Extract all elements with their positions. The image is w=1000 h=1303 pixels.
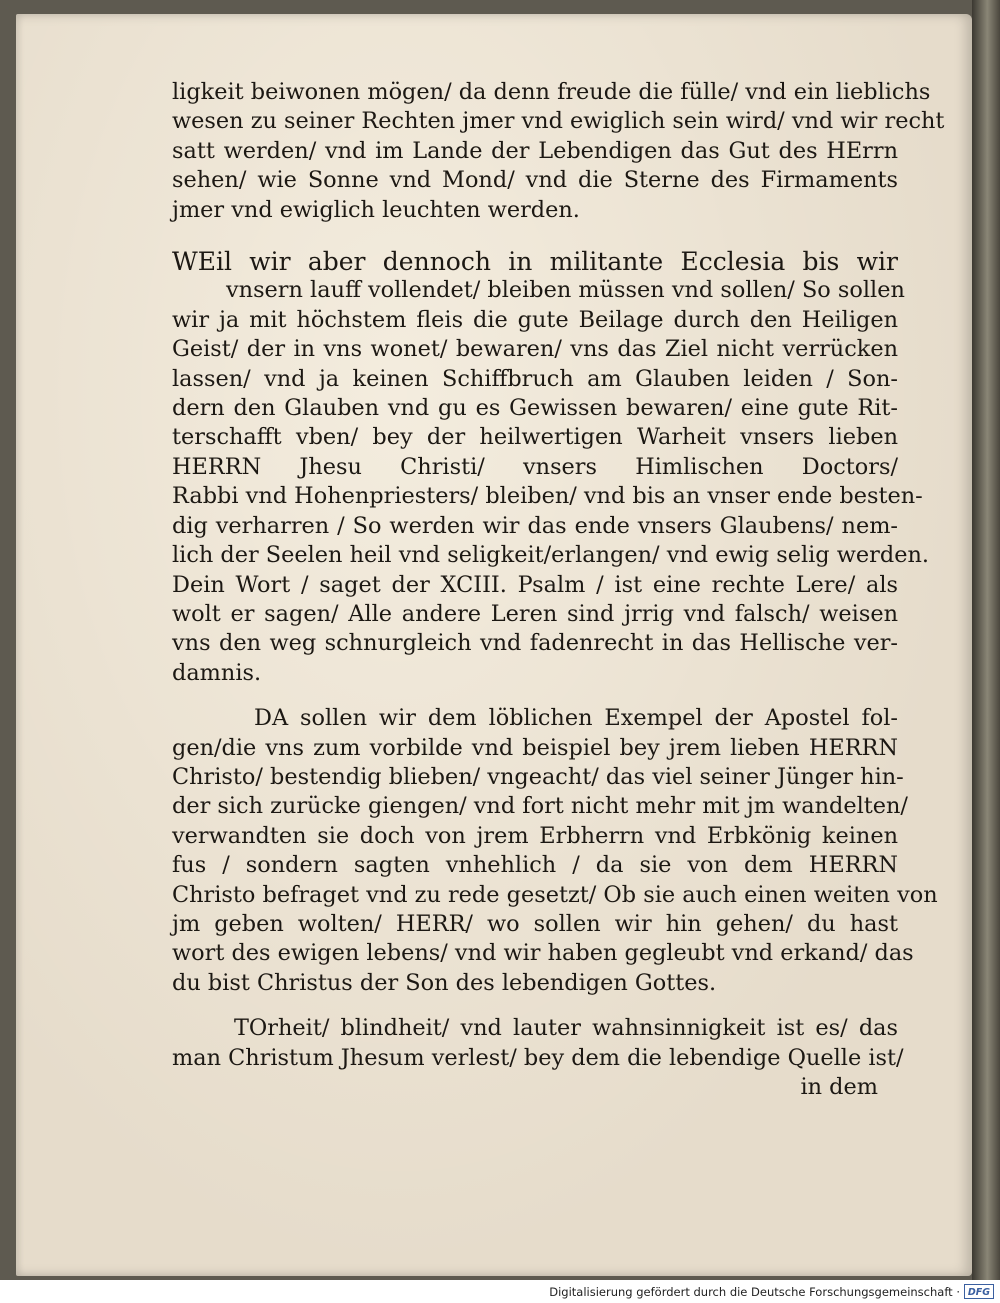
- page-text-block: [172, 78, 945, 1102]
- text-line: vns den weg schnurgleich vnd fadenrecht in das Hellische ver-: [172, 630, 898, 657]
- text-line: wort des ewigen lebens/ vnd wir haben gegleubt vnd erkand/ das: [172, 940, 914, 967]
- text-line: man Christum Jhesum verlest/ bey dem die lebendige Quelle ist/: [172, 1044, 904, 1071]
- text-line: jm geben wolten/ HERR/ wo sollen wir hin gehen/ du hast: [172, 910, 898, 937]
- book-binding-edge: [972, 0, 1000, 1290]
- text-line: wir ja mit höchstem fleis die gute Beilage durch den Heiligen: [172, 306, 898, 333]
- text-line: WEil wir aber dennoch in militante Ecclesia bis wir: [172, 247, 898, 277]
- paragraph-2: [172, 247, 929, 688]
- dfg-logo: DFG: [964, 1284, 994, 1299]
- text-line: verwandten sie doch von jrem Erbherrn vnd Erbkönig keinen: [172, 822, 898, 849]
- paragraph-3: [172, 704, 938, 998]
- text-line: satt werden/ vnd im Lande der Lebendigen das Gut des HErrn: [172, 137, 898, 164]
- text-line: wolt er sagen/ Alle andere Leren sind jrrig vnd falsch/ weisen: [172, 600, 898, 627]
- text-line: ligkeit beiwonen mögen/ da denn freude die fülle/ vnd ein lieblichs: [172, 79, 931, 105]
- text-line: der sich zurücke giengen/ vnd fort nicht mehr mit jm wandelten/: [172, 793, 908, 820]
- text-line: dern den Glauben vnd gu es Gewissen bewaren/ eine gute Rit-: [172, 395, 898, 422]
- paragraph-4: [172, 1014, 904, 1102]
- text-line: damnis.: [172, 659, 262, 686]
- text-line: jmer vnd ewiglich leuchten werden.: [172, 196, 580, 223]
- digitization-footer: [0, 1280, 1000, 1303]
- text-line: wesen zu seiner Rechten jmer vnd ewiglich sein wird/ vnd wir recht: [172, 108, 945, 135]
- text-line: Dein Wort / saget der XCIII. Psalm / ist eine rechte Lere/ als: [172, 571, 898, 598]
- text-line: Christo befraget vnd zu rede gesetzt/ Ob sie auch einen weiten von: [172, 881, 938, 908]
- funding-credit: Digitalisierung gefördert durch die Deutsche Forschungsgemeinschaft ·: [549, 1285, 960, 1299]
- catchword: in dem: [800, 1074, 878, 1100]
- text-line: TOrheit/ blindheit/ vnd lauter wahnsinnigkeit ist es/ das: [234, 1015, 898, 1042]
- text-line: DA sollen wir dem löblichen Exempel der Apostel fol-: [254, 705, 898, 732]
- text-line: sehen/ wie Sonne vnd Mond/ vnd die Sterne des Firmaments: [172, 167, 898, 194]
- text-line: Rabbi vnd Hohenpriesters/ bleiben/ vnd bis an vnser ende besten-: [172, 483, 923, 510]
- text-line: Geist/ der in vns wonet/ bewaren/ vns das Ziel nicht verrücken: [172, 336, 898, 363]
- text-line: Christo/ bestendig blieben/ vngeacht/ das viel seiner Jünger hin-: [172, 763, 904, 790]
- text-line: dig verharren / So werden wir das ende vnsers Glaubens/ nem-: [172, 512, 898, 539]
- text-line: vnsern lauff vollendet/ bleiben müssen vnd sollen/ So sollen: [226, 277, 905, 304]
- text-line: fus / sondern sagten vnhehlich / da sie von dem HERRN: [172, 852, 898, 879]
- text-line: lich der Seelen heil vnd seligkeit/erlangen/ vnd ewig selig werden.: [172, 542, 929, 569]
- text-line: du bist Christus der Son des lebendigen Gottes.: [172, 969, 717, 996]
- paragraph-1: [172, 78, 945, 225]
- text-line: HERRN Jhesu Christi/ vnsers Himlischen Doctors/: [172, 453, 898, 480]
- text-line: lassen/ vnd ja keinen Schiffbruch am Glauben leiden / Son-: [172, 365, 898, 392]
- text-line: terschafft vben/ bey der heilwertigen Warheit vnsers lieben: [172, 424, 898, 451]
- text-line: gen/die vns zum vorbilde vnd beispiel bey jrem lieben HERRN: [172, 734, 898, 761]
